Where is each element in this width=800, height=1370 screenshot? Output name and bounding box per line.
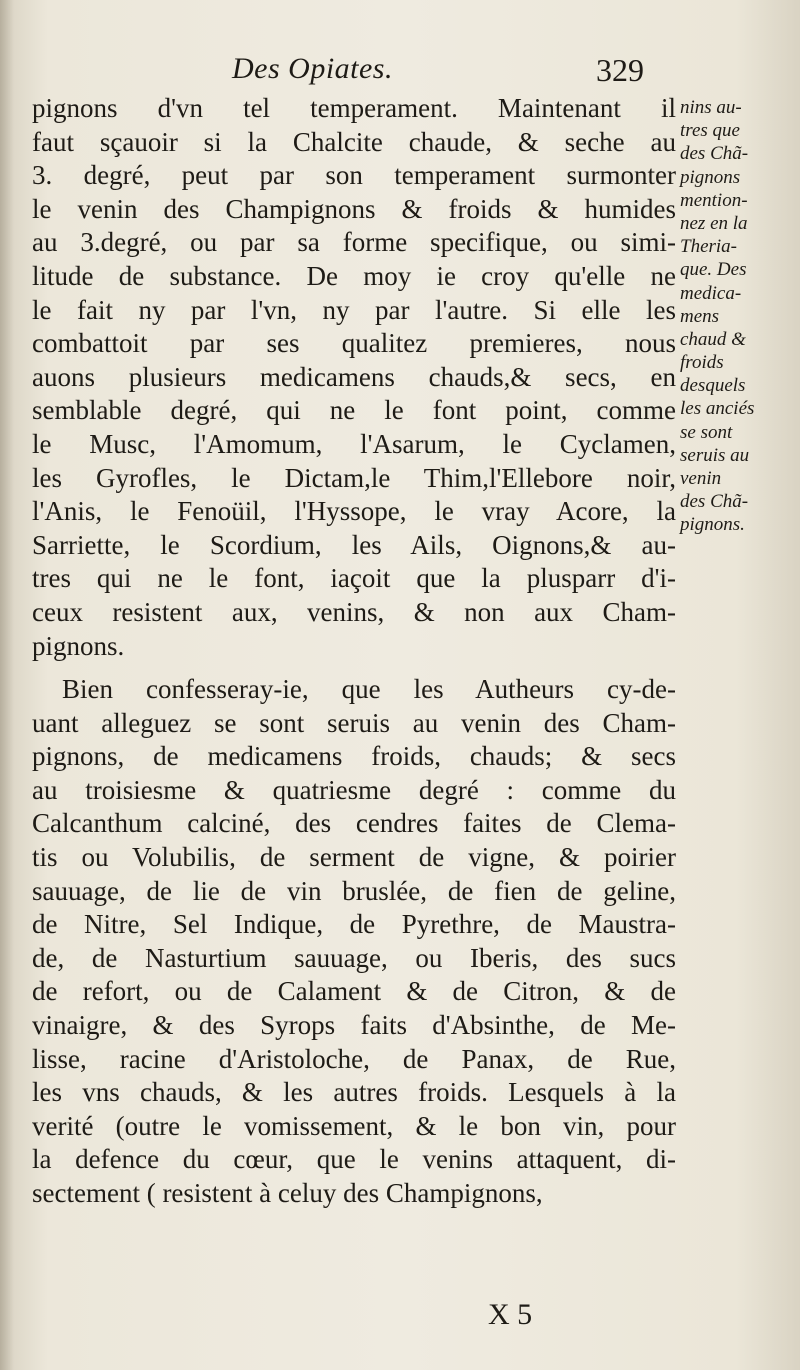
marginal-note-line: mention- [680,189,748,211]
page-number: 329 [596,52,644,88]
gutter-shadow [0,0,14,1370]
text-line: au troisiesme & quatriesme degré : comme du [32,774,676,805]
marginal-note [680,96,790,537]
text-line: 3. degré, peut par son temperament surmonter [32,160,676,191]
text-line: auons plusieurs medicamens chauds,& secs, en [32,361,676,392]
text-line: litude de substance. De moy ie croy qu'elle ne [32,260,676,291]
text-line: sectement ( resistent à celuy des Champignons, [32,1178,543,1208]
paragraph-2 [32,673,676,1211]
text-line: de Nitre, Sel Indique, de Pyrethre, de Maustra- [32,909,676,940]
text-line: le venin des Champignons & froids & humides [32,193,676,224]
marginal-note-line: nez en la [680,212,748,234]
marginal-note-line: que. Des [680,259,747,281]
text-line: l'Anis, le Fenoüil, l'Hyssope, le vray Acore, la [32,496,676,527]
text-line: de, de Nasturtium sauuage, ou Iberis, des sucs [32,942,676,973]
text-line: verité (outre le vomissement, & le bon vin, pour [32,1110,676,1141]
text-line: le fait ny par l'vn, ny par l'autre. Si elle les [32,294,676,325]
marginal-note-line: nins au- [680,97,742,118]
marginal-note-line: tres que [680,120,740,142]
text-line: semblable degré, qui ne le font point, comme [32,395,676,426]
marginal-note-line: chaud & [680,328,746,350]
marginal-note-line: venin [680,468,722,489]
text-line: pignons d'vn tel temperament. Maintenant il [32,93,676,123]
paragraph-gap [32,663,676,673]
text-line: tres qui ne le font, iaçoit que la plusparr d'i- [32,563,676,594]
paragraph-1 [32,92,676,663]
marginal-note-line: mens [680,305,720,327]
marginal-note-line: pignons. [680,514,745,536]
text-line: les vns chauds, & les autres froids. Lesquels à la [32,1077,676,1108]
text-line: de refort, ou de Calament & de Citron, & de [32,976,676,1007]
signature-mark: X 5 [488,1298,533,1331]
text-line: tis ou Volubilis, de serment de vigne, & poirier [32,842,676,873]
text-line: la defence du cœur, que le venins attaquent, di- [32,1144,676,1175]
running-title: Des Opiates. [232,52,393,85]
marginal-note-line: medica- [680,282,742,304]
text-line: Calcanthum calciné, des cendres faites de Clema- [32,808,676,839]
text-line: Bien confesseray-ie, que les Autheurs cy-de- [62,674,676,705]
text-line: combattoit par ses qualitez premieres, nous [32,328,676,359]
text-line: sauuage, de lie de vin bruslée, de fien de geline, [32,875,676,906]
text-line: les Gyrofles, le Dictam,le Thim,l'Ellebore noir, [32,462,676,493]
marginal-note-line: des Chã- [680,491,749,513]
marginal-note-line: Theria- [680,236,737,258]
marginal-note-line: desquels [680,375,746,397]
text-line: vinaigre, & des Syrops faits d'Absinthe, de Me- [32,1010,676,1041]
marginal-note-line: les anciés [680,398,755,420]
marginal-note-line: se sont [680,421,733,443]
marginal-note-line: froids [680,352,724,374]
text-line: au 3.degré, ou par sa forme specifique, ou simi- [32,227,676,258]
text-line: lisse, racine d'Aristoloche, de Panax, de Rue, [32,1043,676,1074]
text-line: uant alleguez se sont seruis au venin des Cham- [32,707,676,738]
text-line: le Musc, l'Amomum, l'Asarum, le Cyclamen, [32,428,676,459]
text-line: Sarriette, le Scordium, les Ails, Oignons,& au- [32,529,676,560]
main-text [32,92,676,1211]
text-line: ceux resistent aux, venins, & non aux Cham- [32,596,676,627]
marginal-note-line: seruis au [680,444,750,466]
text-line: faut sçauoir si la Chalcite chaude, & seche au [32,126,676,157]
text-line: pignons, de medicamens froids, chauds; & secs [32,741,676,772]
marginal-note-line: des Chã- [680,143,749,165]
text-line: pignons. [32,630,125,661]
marginal-note-line: pignons [680,166,741,188]
page-footer [0,1298,680,1338]
page-header [0,52,680,92]
